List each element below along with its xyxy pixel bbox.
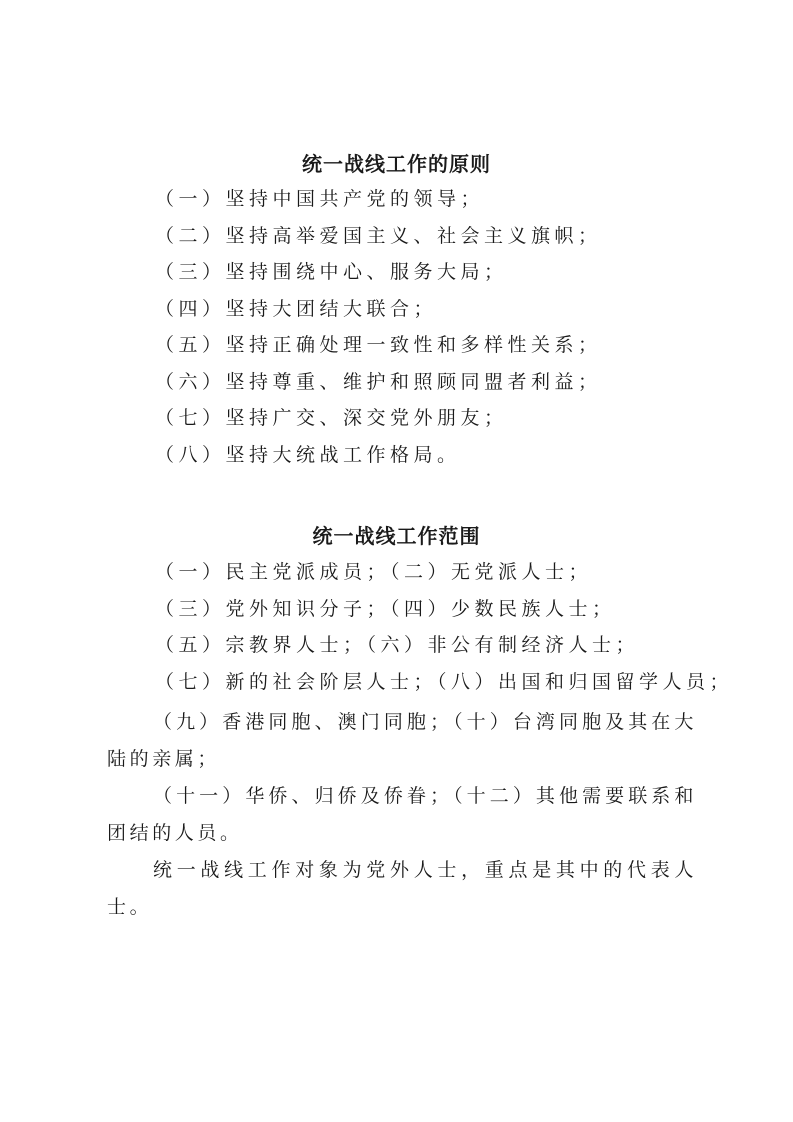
list-item: （五）宗教界人士；（六）非公有制经济人士； [155, 634, 640, 656]
list-item: （八）坚持大统战工作格局。 [155, 443, 461, 466]
list-item: （一）民主党派成员；（二）无党派人士； [155, 561, 593, 583]
list-item: （一）坚持中国共产党的领导； [155, 188, 485, 210]
list-item: （三）坚持围绕中心、服务大局； [155, 261, 508, 283]
list-item: （五）坚持正确处理一致性和多样性关系； [155, 334, 602, 356]
list-item: （三）党外知识分子；（四）少数民族人士； [155, 597, 616, 620]
list-item: （六）坚持尊重、维护和照顾同盟者利益； [155, 370, 602, 393]
scope-summary-paragraph: 统一战线工作对象为党外人士，重点是其中的代表人士。 [107, 859, 697, 918]
section-title-principles: 统一战线工作的原则 [302, 152, 491, 176]
list-item: （四）坚持大团结大联合； [155, 297, 438, 320]
list-item: （二）坚持高举爱国主义、社会主义旗帜； [155, 224, 602, 247]
list-item: （七）坚持广交、深交党外朋友； [155, 407, 508, 429]
scope-list [155, 554, 755, 700]
principles-list [155, 181, 755, 473]
list-item: （七）新的社会阶层人士；（八）出国和归国留学人员； [155, 670, 734, 693]
scope-paragraph: （十一）华侨、归侨及侨眷；（十二）其他需要联系和团结的人员。 [107, 785, 697, 844]
scope-paragraph: （九）香港同胞、澳门同胞；（十）台湾同胞及其在大陆的亲属； [107, 711, 697, 770]
section-title-scope: 统一战线工作范围 [312, 524, 481, 548]
